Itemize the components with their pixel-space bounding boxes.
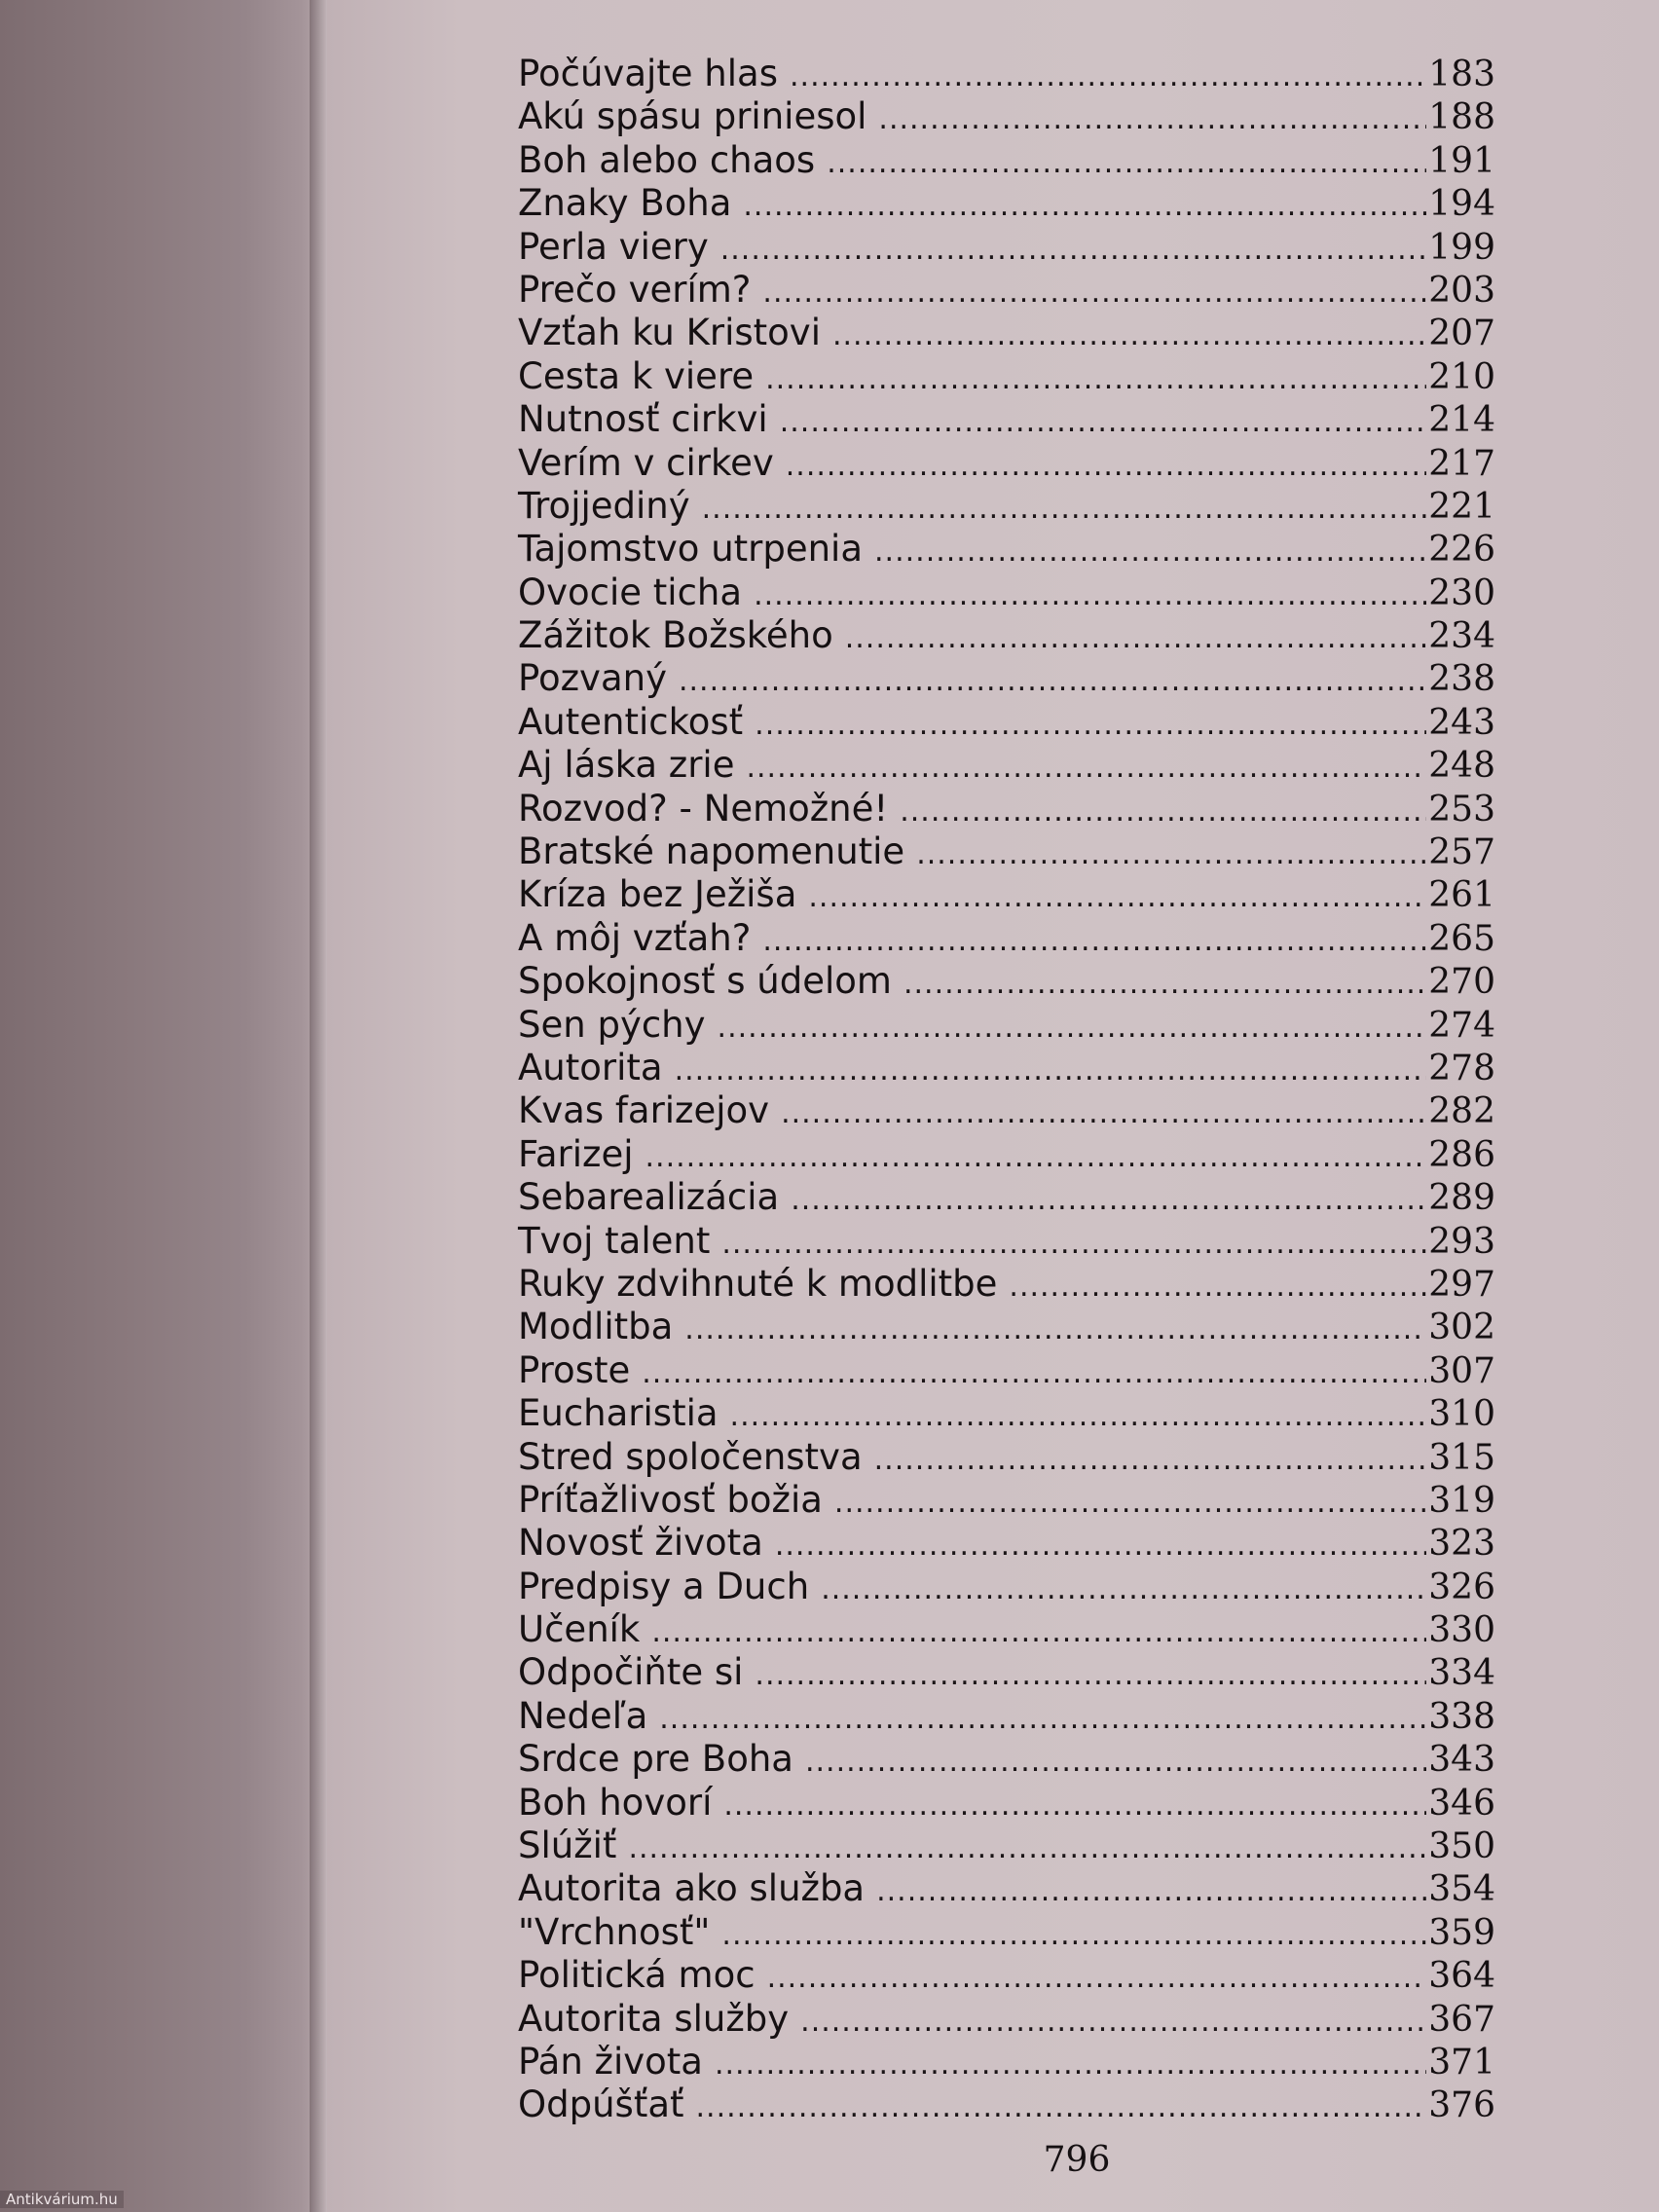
toc-entry [518, 1392, 1495, 1435]
dot-leader [723, 1785, 1426, 1827]
dot-leader [743, 185, 1426, 228]
toc-entry-page: 315 [1428, 1437, 1495, 1478]
dot-leader [775, 1525, 1426, 1567]
toc-entry-page: 364 [1428, 1956, 1495, 1997]
toc-entry [518, 657, 1495, 700]
toc-entry [518, 95, 1495, 138]
dot-leader [903, 963, 1426, 1006]
dot-leader [642, 1352, 1426, 1395]
toc-entry [518, 1004, 1495, 1047]
toc-entry [518, 1911, 1495, 1954]
toc-entry-title: Novosť života [518, 1522, 763, 1565]
toc-entry [518, 442, 1495, 485]
toc-entry [518, 1436, 1495, 1479]
toc-entry-page: 286 [1428, 1134, 1495, 1175]
toc-entry-page: 323 [1428, 1524, 1495, 1565]
dot-leader [827, 142, 1426, 185]
toc-entry-page: 194 [1428, 184, 1495, 225]
toc-entry-page: 270 [1428, 962, 1495, 1003]
toc-entry [518, 139, 1495, 182]
toc-entry-page: 354 [1428, 1869, 1495, 1910]
toc-entry-page: 183 [1428, 55, 1495, 94]
toc-entry-page: 230 [1428, 572, 1495, 613]
toc-entry-title: Rozvod? - Nemožné! [518, 787, 889, 830]
toc-entry [518, 1954, 1495, 1997]
toc-entry-title: Autorita ako služba [518, 1867, 866, 1910]
dot-leader [659, 1698, 1426, 1741]
toc-entry-page: 191 [1428, 140, 1495, 181]
toc-entry-title: Verím v cirkev [518, 441, 774, 484]
toc-entry-page: 343 [1428, 1740, 1495, 1781]
toc-entry-page: 274 [1428, 1005, 1495, 1046]
watermark: Antikvárium.hu [0, 2191, 124, 2208]
toc-entry-page: 297 [1428, 1264, 1495, 1305]
dot-leader [696, 2086, 1427, 2129]
toc-entry-title: Modlitba [518, 1306, 674, 1348]
toc-entry [518, 1566, 1495, 1608]
dot-leader [832, 314, 1426, 357]
toc-entry-page: 371 [1428, 2042, 1495, 2083]
dot-leader [754, 574, 1426, 617]
toc-entry [518, 830, 1495, 873]
dot-leader [800, 2001, 1426, 2044]
toc-entry-title: Sen pýchy [518, 1003, 706, 1046]
toc-entry [518, 701, 1495, 744]
toc-entry-page: 330 [1428, 1610, 1495, 1651]
dot-leader [721, 1223, 1426, 1266]
toc-entry-title: Počúvajte hlas [518, 53, 778, 94]
toc-entry [518, 269, 1495, 312]
toc-entry-title: Perla viery [518, 225, 709, 268]
toc-entry-title: Sebarealizácia [518, 1176, 780, 1219]
dot-leader [720, 229, 1427, 272]
toc-entry-page: 310 [1428, 1394, 1495, 1435]
dot-leader [834, 1482, 1426, 1525]
toc-entry-page: 238 [1428, 659, 1495, 700]
toc-entry-page: 199 [1428, 227, 1495, 268]
toc-entry [518, 1479, 1495, 1522]
toc-entry [518, 1176, 1495, 1219]
toc-entry-title: Odpočiňte si [518, 1651, 744, 1694]
toc-entry [518, 614, 1495, 657]
toc-entry-page: 261 [1428, 875, 1495, 916]
toc-entry-page: 319 [1428, 1480, 1495, 1521]
dot-leader [679, 660, 1426, 703]
toc-entry-page: 234 [1428, 616, 1495, 657]
toc-entry-title: Kvas farizejov [518, 1089, 770, 1132]
dot-leader [628, 1827, 1426, 1870]
toc-entry [518, 1782, 1495, 1825]
toc-entry-page: 248 [1428, 746, 1495, 787]
toc-entry-title: Eucharistia [518, 1392, 719, 1435]
toc-entry-page: 346 [1428, 1783, 1495, 1824]
toc-entry [518, 1220, 1495, 1263]
dot-leader [730, 1395, 1427, 1438]
toc-entry [518, 873, 1495, 916]
toc-entry-title: Spokojnosť s údelom [518, 960, 892, 1003]
toc-entry-title: Tajomstvo utrpenia [518, 528, 864, 571]
toc-entry [518, 788, 1495, 830]
toc-entry-page: 210 [1428, 356, 1495, 397]
dot-leader [781, 1092, 1426, 1135]
dot-leader [762, 920, 1426, 963]
toc-entry [518, 1695, 1495, 1738]
toc-entry-page: 243 [1428, 702, 1495, 743]
toc-entry [518, 1047, 1495, 1089]
dot-leader [900, 791, 1426, 833]
toc-entry-page: 253 [1428, 789, 1495, 830]
toc-entry [518, 1089, 1495, 1132]
toc-entry-title: Nutnosť cirkvi [518, 398, 768, 441]
dot-leader [808, 876, 1426, 919]
toc-entry [518, 1867, 1495, 1910]
toc-entry-page: 214 [1428, 400, 1495, 441]
toc-entry-title: Znaky Boha [518, 182, 732, 225]
book-page [327, 0, 1659, 2212]
toc-entry-title: Ovocie ticha [518, 571, 743, 613]
toc-entry [518, 398, 1495, 441]
toc-entry [518, 1998, 1495, 2041]
toc-entry [518, 182, 1495, 225]
dot-leader [755, 704, 1426, 747]
toc-entry-title: "Vrchnosť" [518, 1910, 711, 1953]
dot-leader [762, 272, 1426, 314]
toc-entry-title: Predpisy a Duch [518, 1565, 810, 1607]
toc-entry-page: 188 [1428, 97, 1495, 138]
dot-leader [790, 55, 1426, 98]
dot-leader [916, 833, 1426, 876]
dot-leader [780, 401, 1427, 444]
dot-leader [805, 1741, 1426, 1784]
toc-entry-title: Proste [518, 1348, 631, 1391]
toc-entry-title: Farizej [518, 1132, 634, 1175]
toc-entry [518, 2083, 1495, 2126]
dot-leader [791, 1179, 1426, 1222]
toc-entry [518, 528, 1495, 571]
dot-leader [746, 747, 1426, 790]
toc-entry [518, 1349, 1495, 1392]
toc-entry-title: Politická moc [518, 1954, 756, 1997]
toc-entry [518, 1522, 1495, 1565]
toc-entry-page: 334 [1428, 1653, 1495, 1694]
toc-entry [518, 485, 1495, 528]
toc-entry-title: Srdce pre Boha [518, 1738, 793, 1781]
dot-leader [786, 445, 1427, 488]
toc-entry-title: Zážitok Božského [518, 614, 833, 657]
toc-entry-page: 217 [1428, 443, 1495, 484]
dot-leader [645, 1136, 1427, 1179]
toc-entry [518, 1651, 1495, 1694]
dot-leader [878, 98, 1426, 141]
toc-entry-page: 350 [1428, 1826, 1495, 1867]
table-of-contents [518, 53, 1495, 2127]
toc-entry-page: 326 [1428, 1567, 1495, 1607]
dot-leader [755, 1654, 1426, 1697]
dot-leader [874, 1439, 1427, 1482]
toc-entry [518, 1133, 1495, 1176]
toc-entry [518, 53, 1495, 95]
toc-entry [518, 355, 1495, 398]
toc-entry [518, 1306, 1495, 1348]
dot-leader [718, 1007, 1427, 1050]
toc-entry-title: Odpúšťať [518, 2083, 684, 2126]
dot-leader [874, 531, 1426, 573]
toc-entry-title: Akú spásu priniesol [518, 95, 867, 138]
toc-entry-title: Prečo verím? [518, 268, 752, 311]
toc-entry-title: Autentickosť [518, 700, 744, 743]
dot-leader [821, 1568, 1426, 1611]
toc-entry-page: 293 [1428, 1221, 1495, 1262]
dot-leader [767, 1957, 1427, 2000]
dot-leader [845, 617, 1427, 660]
toc-entry [518, 744, 1495, 787]
toc-entry-page: 338 [1428, 1696, 1495, 1737]
dot-leader [765, 358, 1426, 401]
toc-entry [518, 1263, 1495, 1306]
dot-leader [876, 1870, 1426, 1913]
toc-entry [518, 1738, 1495, 1781]
toc-entry-page: 257 [1428, 832, 1495, 873]
toc-entry-title: Cesta k viere [518, 354, 755, 397]
toc-entry-title: Bratské napomenutie [518, 830, 905, 873]
toc-entry-title: Príťažlivosť božia [518, 1478, 823, 1521]
toc-entry-title: Boh hovorí [518, 1781, 713, 1824]
toc-entry-title: Pán života [518, 2040, 703, 2083]
toc-entry-title: Autorita [518, 1046, 663, 1088]
toc-entry [518, 960, 1495, 1003]
dot-leader [1009, 1266, 1426, 1309]
toc-entry-page: 278 [1428, 1048, 1495, 1088]
toc-entry [518, 917, 1495, 960]
book-spine-shadow [0, 0, 327, 2212]
toc-entry-title: Pozvaný [518, 657, 667, 700]
toc-entry [518, 2041, 1495, 2083]
toc-entry-title: Učeník [518, 1608, 641, 1651]
toc-entry-page: 203 [1428, 270, 1495, 311]
toc-entry [518, 571, 1495, 614]
toc-entry-title: Slúžiť [518, 1825, 617, 1867]
toc-entry-title: Stred spoločenstva [518, 1435, 863, 1478]
toc-entry-page: 307 [1428, 1350, 1495, 1391]
toc-entry [518, 312, 1495, 354]
toc-entry-page: 221 [1428, 486, 1495, 527]
dot-leader [684, 1309, 1426, 1351]
toc-entry-page: 376 [1428, 2085, 1495, 2126]
toc-entry-page: 226 [1428, 530, 1495, 571]
toc-entry-page: 359 [1428, 1912, 1495, 1953]
toc-entry [518, 1608, 1495, 1651]
toc-entry-title: Nedeľa [518, 1694, 648, 1737]
dot-leader [715, 2044, 1426, 2086]
toc-entry [518, 1825, 1495, 1867]
toc-entry-page: 367 [1428, 1999, 1495, 2040]
toc-entry-title: Boh alebo chaos [518, 138, 816, 181]
toc-entry [518, 226, 1495, 269]
toc-entry-title: Vzťah ku Kristovi [518, 312, 821, 354]
toc-entry-title: Kríza bez Ježiša [518, 873, 797, 916]
toc-entry-page: 207 [1428, 313, 1495, 354]
dot-leader [702, 488, 1427, 531]
book-gutter [310, 0, 327, 2212]
page-number: 796 [1043, 2140, 1111, 2180]
dot-leader [651, 1611, 1426, 1654]
toc-entry-page: 302 [1428, 1308, 1495, 1348]
toc-entry-title: Tvoj talent [518, 1219, 711, 1262]
dot-leader [721, 1914, 1426, 1957]
toc-entry-title: Aj láska zrie [518, 744, 735, 787]
toc-entry-page: 289 [1428, 1178, 1495, 1219]
toc-entry-title: Ruky zdvihnuté k modlitbe [518, 1262, 998, 1305]
toc-entry-title: Autorita služby [518, 1997, 790, 2040]
toc-entry-page: 282 [1428, 1091, 1495, 1132]
toc-entry-page: 265 [1428, 918, 1495, 959]
toc-entry-title: Trojjediný [518, 484, 690, 527]
toc-entry-title: A môj vzťah? [518, 916, 752, 959]
dot-leader [675, 1050, 1427, 1092]
